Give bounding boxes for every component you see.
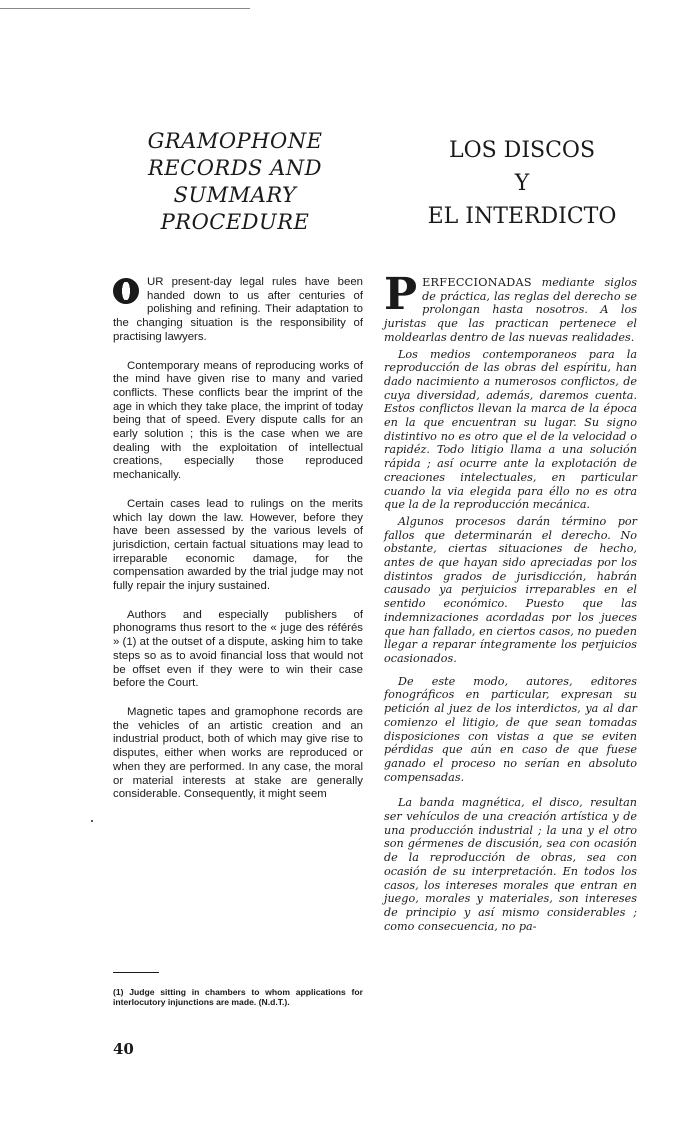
spanish-paragraph: La banda magnética, el disco, resultan ser vehículos de una creación artística y de una producción industrial ; la una y el otro son gérmenes de discusión, sea con ocasión de la reproducción de obras, sea con ocasión de su interpretación. En todos los casos, los intereses morales que entran en juego, morales y materiales, son intereses de principio y así mismo considerables ; como consecuencia, no pa- xyxy=(384,796,637,933)
spanish-title-line: Y xyxy=(514,171,530,196)
spanish-title-line: EL INTERDICTO xyxy=(427,204,617,229)
english-title xyxy=(120,128,350,236)
english-column xyxy=(113,276,363,817)
english-paragraph: Contemporary means of reproducing works of the mind have given rise to many and varied conflicts. These conflicts bear the imprint of the age in which they take place, the imprint of today being that of speed. Every dispute calls for an early solution ; this is the case when we are dealing with the exploitation of intellectual creations, especially those reproduced mechanically. xyxy=(113,359,363,482)
english-title-line: PROCEDURE xyxy=(160,210,310,234)
english-paragraph: Authors and especially publishers of phonograms thus resort to the « juge des référés » (1) at the outset of a dispute, asking him to take steps so as to avoid financial loss that would not be offset even if they were to win their case before the Court. xyxy=(113,608,363,690)
spanish-paragraph: Algunos procesos darán término por fallos que determinarán el derecho. No obstante, ciertas situaciones de hecho, antes de que hayan sido apreciadas por los distintos grados de jurisdicción, habrán causado ya perjuicios irreparables en el sentido económico. Puesto que las indemnizaciones acordadas por los jueces que han fallado, en ciertos casos, no pueden llegar a reparar íntegramente los perjuicios ocasionados. xyxy=(384,514,637,665)
spanish-paragraph xyxy=(384,269,637,345)
spanish-lead-word: ERFECCIONADAS xyxy=(422,276,532,289)
english-title-line: RECORDS AND xyxy=(147,156,322,180)
spanish-paragraph: De este modo, autores, editores fonográficos en particular, expresan su petición al juez de los interdictos, ya al dar comienzo el litigio, de que sean tomadas disposiciones con vistas a que se eviten pérdidas que aún en caso de que fuese ganado el proceso no serían en absoluto compensadas. xyxy=(384,674,637,784)
english-drop-cap xyxy=(113,278,139,304)
english-paragraph-text: UR present-day legal rules have been handed down to us after centuries of polishing and refining. Their adaptation to the changing situation is the responsibility of practising lawyers. xyxy=(113,276,363,343)
spanish-paragraph: Los medios contemporaneos para la reproducción de las obras del espíritu, han dado nacimiento a numerosos conflictos, de cuya diversidad, además, daremos cuenta. Estos conflictos llevan la marca de la época en la que encuentran su lugar. Su signo distintivo no es otro que el de la velocidad o rapidéz. Todo litigio llama a una solución rápida ; así ocurre ante la explotación de creaciones intelectuales, en particular cuando la via elegida para éllo no es otra que la de la reproducción mecánica. xyxy=(384,347,637,512)
english-paragraph xyxy=(113,276,363,345)
footnote-rule xyxy=(113,972,159,973)
english-paragraph: Certain cases lead to rulings on the merits which lay down the law. However, before they have been assessed by the various levels of jurisdiction, certain factual situations may lead to irreparable economic damage, for the compensation awarded by the trial judge may not fully repair the injury sustained. xyxy=(113,497,363,593)
english-title-line: GRAMOPHONE xyxy=(147,129,323,153)
margin-mark xyxy=(91,820,93,822)
english-paragraph: Magnetic tapes and gramophone records are the vehicles of an artistic creation and an industrial product, both of which may give rise to disputes, either when works are reproduced or when they are performed. In any case, the moral or material interests at stake are generally considerable. Consequently, it might seem xyxy=(113,705,363,801)
spanish-paragraph-text: mediante siglos de práctica, las reglas del derecho se prolongan hasta nosotros. A los juristas que las practican pertenece el moldearlas dentro de las nuevas realidades. xyxy=(384,276,637,344)
top-rule xyxy=(0,8,250,9)
page-number: 40 xyxy=(113,1040,134,1058)
spanish-title-line: LOS DISCOS xyxy=(448,138,596,163)
footnote: (1) Judge sitting in chambers to whom applications for interlocutory injunctions are made. (N.d.T.). xyxy=(113,987,363,1007)
spanish-title xyxy=(392,134,652,233)
english-title-line: SUMMARY xyxy=(173,183,297,207)
spanish-column xyxy=(384,269,637,936)
spanish-drop-cap: P xyxy=(384,269,418,320)
